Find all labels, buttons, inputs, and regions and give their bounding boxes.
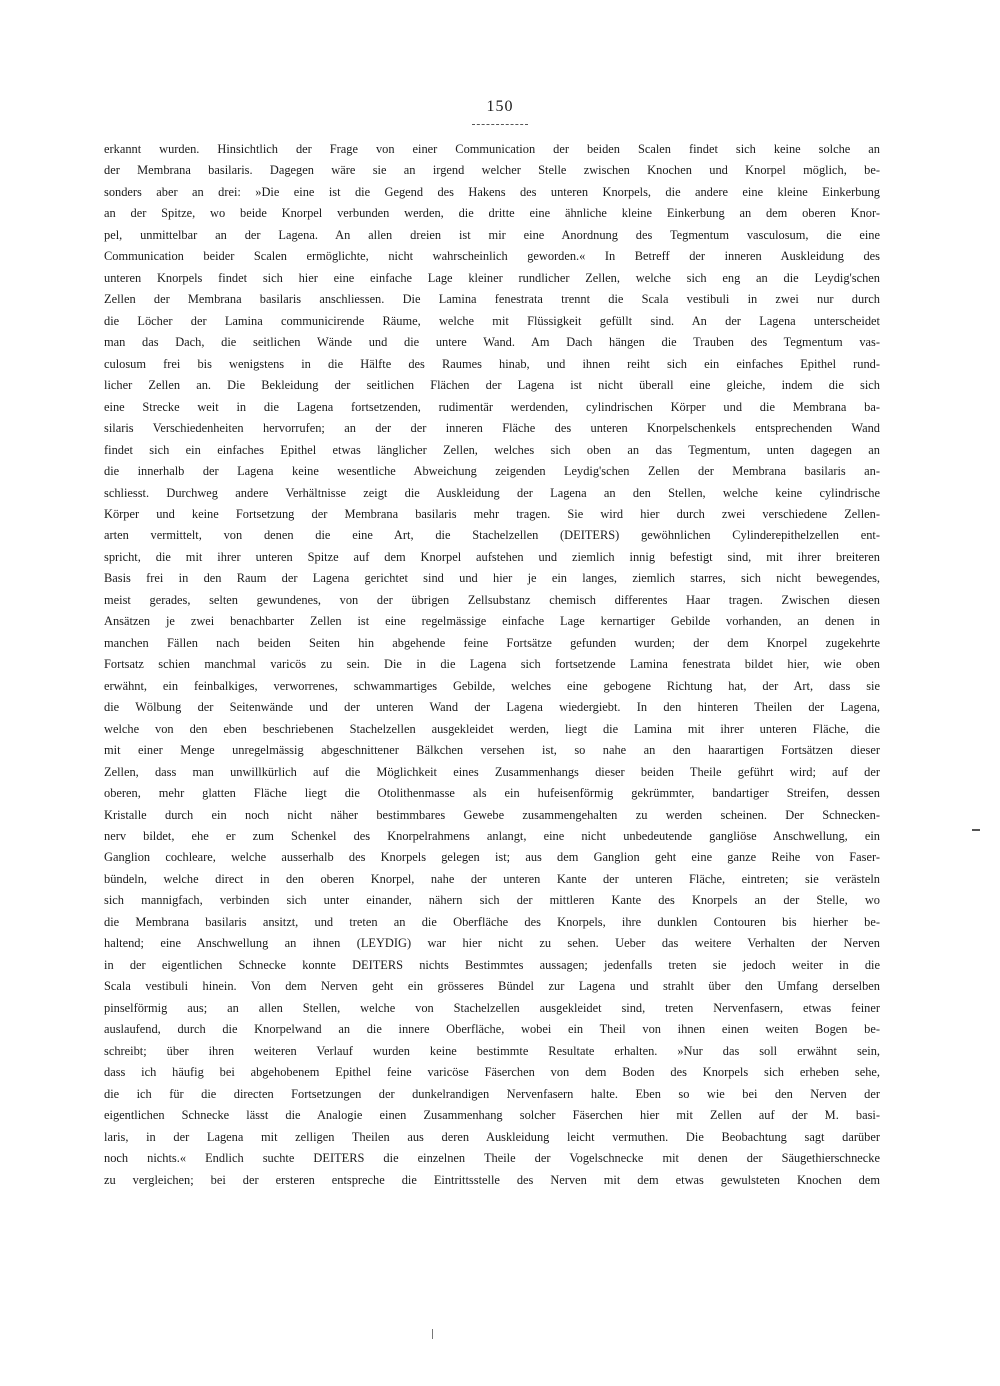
text-line: die innerhalb der Lagena keine wesentliche Abweichung zeigenden Leydig'schen Zellen der Membrana basilaris an-	[104, 464, 880, 479]
text-line: unteren Knorpels findet sich hier eine einfache Lage kleiner rundlicher Zellen, welche sich eng an die Leydig'schen	[104, 270, 880, 285]
text-line: oberen, mehr glatten Fläche liegt die Otolithenmasse als ein hufeisenförmig gekrümmter, bandartiger Streifen, dessen	[104, 786, 880, 801]
text-line: die Wölbung der Seitenwände und der unteren Wand der Lagena wiedergiebt. In den hinteren Theilen der Lagena,	[104, 700, 880, 715]
text-line: sonders aber an drei: »Die eine ist die Gegend des Hakens des unteren Knorpels, die andere eine kleine Einkerbung	[104, 184, 880, 199]
text-line: haltend; eine Anschwellung an ihnen (LEYDIG) war hier nicht zu sehen. Ueber das weitere Verhalten der Nerven	[104, 936, 880, 951]
text-line: Communication beider Scalen ermöglichte, nicht wahrscheinlich geworden.« In Betreff der inneren Auskleidung des	[104, 249, 880, 264]
text-line: dass ich häufig bei abgehobenem Epithel feine varicöse Fäserchen von dem Boden des Knorpels sich erheben sehe,	[104, 1065, 880, 1080]
text-line: eine Strecke weit in die Lagena fortsetzenden, rudimentär werdenden, cylindrischen Körper und die Membrana ba-	[104, 399, 880, 414]
text-line: arten vermittelt, von denen die eine Art, die Stachelzellen (DEITERS) gewöhnlichen Cylinderepithelzellen ent-	[104, 528, 880, 543]
text-line: zu vergleichen; bei der ersteren entspreche die Eintrittsstelle des Nerven mit dem etwas gewulsteten Knochen dem	[104, 1172, 880, 1187]
text-line: Scala vestibuli hinein. Von dem Nerven geht ein grösseres Bündel zur Lagena und strahlt über den Umfang derselben	[104, 979, 880, 994]
text-line: findet sich ein einfaches Epithel etwas länglicher Zellen, welches sich oben an das Tegmentum, unten dagegen an	[104, 442, 880, 457]
text-line: schliesst. Durchweg andere Verhältnisse zeigt die Auskleidung der Lagena an den Stellen, welche keine cylindrische	[104, 485, 880, 500]
text-line: die Membrana basilaris ansitzt, und treten an die Oberfläche des Knorpels, ihre dunklen Contouren bis hierher be-	[104, 914, 880, 929]
text-line: Kristalle durch ein noch nicht näher bestimmbares Gewebe zusammengehalten zu werden scheinen. Der Schnecken-	[104, 807, 880, 822]
text-line: Basis frei in den Raum der Lagena gerichtet sind und hier je ein langes, ziemlich starres, sich nicht bewegendes,	[104, 571, 880, 586]
text-line: erkannt wurden. Hinsichtlich der Frage von einer Communication der beiden Scalen findet sich keine solche an	[104, 142, 880, 156]
text-line: culosum frei bis wenigstens in die Hälfte des Raumes hinab, und ihnen reiht sich ein einfaches Epithel rund-	[104, 356, 880, 371]
text-line: Fortsatz schien manchmal varicös zu sein. Die in die Lagena sich fortsetzende Lamina fenestrata bildet hier, wie oben	[104, 657, 880, 672]
text-line: licher Zellen an. Die Bekleidung der seitlichen Flächen der Lagena ist nicht überall eine gleiche, indem die sich	[104, 378, 880, 393]
text-line: meist gerades, selten gewundenes, von der übrigen Zellsubstanz chemisch differentes Haar tragen. Zwischen diesen	[104, 592, 880, 607]
text-line: die ich für die directen Fortsetzungen der dunkelrandigen Nervenfasern halte. Eben so wie bei den Nerven der	[104, 1086, 880, 1101]
text-line: bündeln, welche direct in den oberen Knorpel, nahe der unteren Kante der unteren Fläche, eintreten; sie verästeln	[104, 871, 880, 886]
text-line: auslaufend, durch die Knorpelwand an die innere Oberfläche, wobei ein Theil von ihnen einen weiten Bogen be-	[104, 1022, 880, 1037]
text-line: Zellen, dass man unwillkürlich auf die Möglichkeit eines Zusammenhangs dieser beiden Theile geführt wird; auf der	[104, 764, 880, 779]
text-line: laris, in der Lagena mit zelligen Theilen aus deren Auskleidung leicht vermuthen. Die Beobachtung sagt darüber	[104, 1129, 880, 1144]
text-line: die Löcher der Lamina communicirende Räume, welche mit Flüssigkeit gefüllt sind. An der Lagena unterscheidet	[104, 313, 880, 328]
text-line: manchen Fällen nach beiden Seiten hin abgehende feine Fortsätze gefunden wurden; der dem Knorpel zugekehrte	[104, 635, 880, 650]
text-line: welche von den eben beschriebenen Stachelzellen ausgekleidet werden, liegt die Lamina mit ihrer unteren Fläche, die	[104, 721, 880, 736]
text-line: erwähnt, ein feinbalkiges, verworrenes, schwammartiges Gebilde, welches eine gebogene Richtung hat, der Art, dass sie	[104, 678, 880, 693]
text-line: in der eigentlichen Schnecke konnte DEITERS nichts Bestimmtes aussagen; jedenfalls treten sie jedoch weiter in die	[104, 957, 880, 972]
text-line: sich mannigfach, verbinden sich unter einander, nähern sich der mittleren Kante des Knorpels an der Stelle, wo	[104, 893, 880, 908]
text-line: an der Spitze, wo beide Knorpel verbunden werden, die dritte eine ähnliche kleine Einkerbung an dem oberen Knor-	[104, 206, 880, 221]
text-line: Ganglion cochleare, welche ausserhalb des Knorpels gelegen ist; aus dem Ganglion geht eine ganze Reihe von Faser-	[104, 850, 880, 865]
body-text	[104, 139, 880, 1191]
text-line: nerv bildet, ehe er zum Schenkel des Knorpelrahmens anlangt, eine nicht unbedeutende gangliöse Anschwellung, ein	[104, 829, 880, 843]
text-line: eigentlichen Schnecke lässt die Analogie einen Zusammenhang solcher Fäserchen hier mit Zellen auf der M. basi-	[104, 1108, 880, 1123]
text-line: pinselförmig aus; an allen Stellen, welche von Stachelzellen ausgekleidet sind, treten Nervenfasern, etwas feiner	[104, 1000, 880, 1015]
margin-mark	[972, 829, 980, 831]
bottom-mark	[432, 1329, 433, 1339]
text-line: schreibt; über ihren weiteren Verlauf wurden keine bestimmte Resultate erhalten. »Nur das soll erwähnt sein,	[104, 1043, 880, 1058]
text-line: der Membrana basilaris. Dagegen wäre sie an irgend welcher Stelle zwischen Knochen und Knorpel möglich, be-	[104, 163, 880, 178]
text-line: mit einer Menge unregelmässig abgeschnittener Bälkchen versehen ist, so nahe an den haarartigen Fortsätzen dieser	[104, 743, 880, 758]
text-line: spricht, die mit ihrer unteren Spitze auf dem Knorpel aufstehen und ziemlich innig befestigt sind, mit ihrer breiteren	[104, 549, 880, 564]
text-line: man das Dach, die seitlichen Wände und die untere Wand. Am Dach hängen die Trauben des Tegmentum vas-	[104, 335, 880, 350]
text-line: noch nichts.« Endlich suchte DEITERS die einzelnen Theile der Vogelschnecke mit denen der Säugethierschnecke	[104, 1151, 880, 1166]
text-line: Ansätzen je zwei benachbarter Zellen ist eine regelmässige einfache Lage kernartiger Gebilde vorhanden, an denen in	[104, 614, 880, 629]
text-line: silaris Verschiedenheiten hervorrufen; an der der inneren Fläche des unteren Knorpelschenkels entsprechenden Wand	[104, 421, 880, 436]
page-number-rule	[472, 124, 528, 125]
text-line: Körper und keine Fortsetzung der Membrana basilaris mehr tragen. Sie wird hier durch zwei verschiedene Zellen-	[104, 506, 880, 521]
page-number: 150	[486, 98, 514, 115]
text-line: pel, unmittelbar an der Lagena. An allen dreien ist mir eine Anordnung des Tegmentum vasculosum, die eine	[104, 227, 880, 242]
text-line: Zellen der Membrana basilaris anschliessen. Die Lamina fenestrata trennt die Scala vestibuli in zwei nur durch	[104, 292, 880, 307]
